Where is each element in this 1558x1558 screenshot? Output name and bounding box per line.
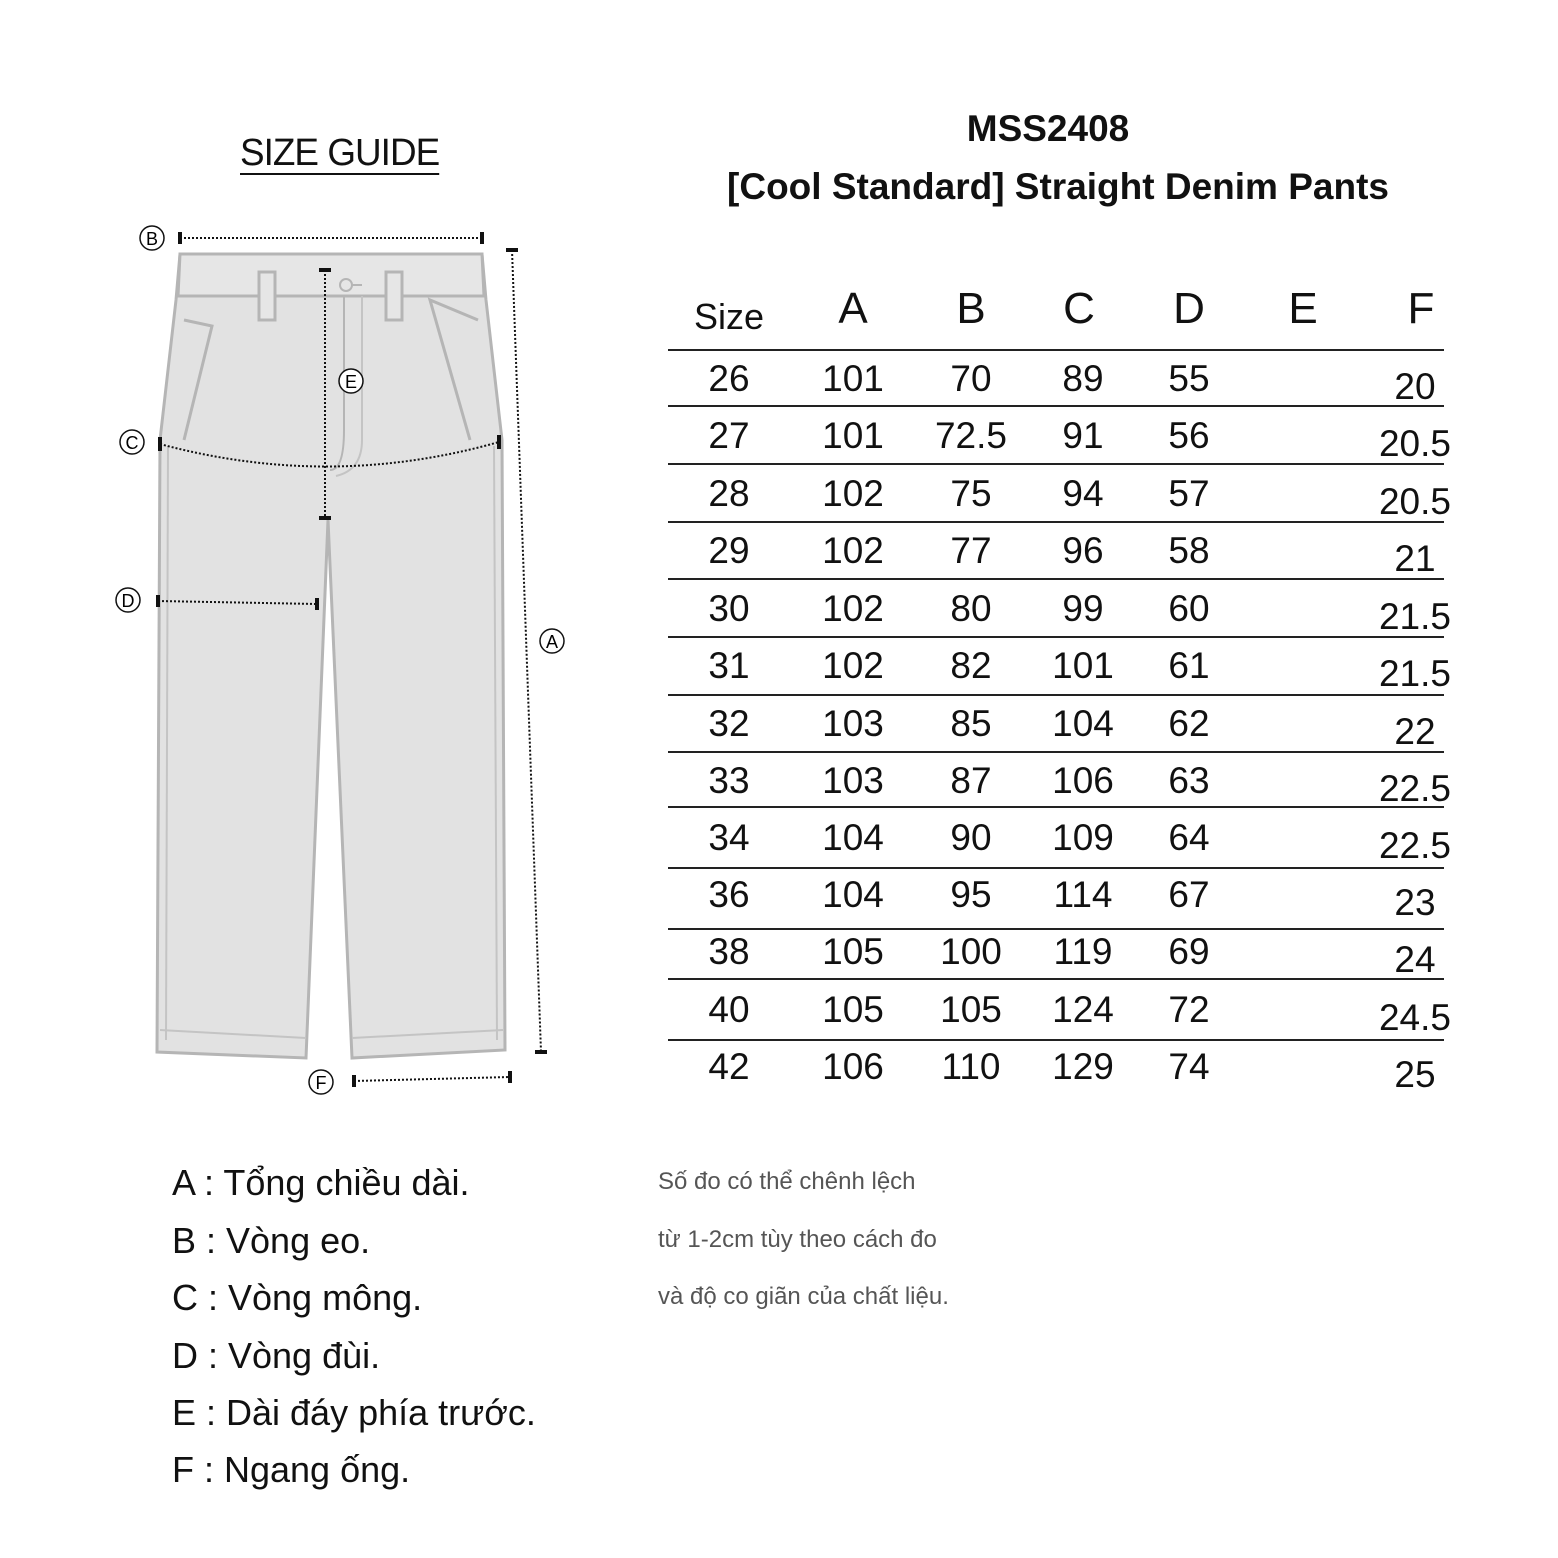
table-cell-size: 36 xyxy=(708,874,750,915)
table-cell-a: 102 xyxy=(822,530,884,571)
table-cell-c: 94 xyxy=(1062,473,1104,514)
table-cell-size: 38 xyxy=(708,931,750,972)
table-cell-a: 102 xyxy=(822,645,884,686)
table-rule xyxy=(668,928,1444,930)
marker-d xyxy=(116,588,140,612)
table-cell-size: 40 xyxy=(708,989,750,1030)
table-cell-c: 106 xyxy=(1052,760,1114,801)
table-cell-b: 80 xyxy=(950,588,992,629)
table-cell-f: 24.5 xyxy=(1378,997,1451,1038)
table-cell-a: 106 xyxy=(822,1046,884,1087)
table-cell-d: 64 xyxy=(1168,817,1210,858)
table-cell-size: 33 xyxy=(708,760,750,801)
table-cell-d: 60 xyxy=(1168,588,1210,629)
table-cell-f: 21 xyxy=(1394,538,1436,579)
col-header-e: E xyxy=(1288,284,1318,333)
table-cell-a: 101 xyxy=(822,358,884,399)
table-cell-a: 102 xyxy=(822,588,884,629)
table-cell-b: 100 xyxy=(940,931,1002,972)
table-rule xyxy=(668,521,1444,523)
table-cell-a: 105 xyxy=(822,989,884,1030)
table-cell-b: 85 xyxy=(950,703,992,744)
table-cell-d: 61 xyxy=(1168,645,1210,686)
table-cell-c: 99 xyxy=(1062,588,1104,629)
table-cell-b: 95 xyxy=(950,874,992,915)
table-cell-a: 103 xyxy=(822,703,884,744)
pants-diagram xyxy=(0,0,620,1110)
table-cell-b: 70 xyxy=(950,358,992,399)
legend-item: F : Ngang ống. xyxy=(172,1449,411,1490)
note-line: Số đo có thể chênh lệch xyxy=(658,1168,916,1195)
table-cell-c: 89 xyxy=(1062,358,1104,399)
table-rule xyxy=(668,349,1444,351)
table-cell-a: 102 xyxy=(822,473,884,514)
table-cell-f: 22.5 xyxy=(1378,825,1451,866)
table-cell-size: 34 xyxy=(708,817,750,858)
table-cell-b: 72.5 xyxy=(934,415,1007,456)
table-cell-d: 74 xyxy=(1168,1046,1210,1087)
table-cell-f: 23 xyxy=(1394,882,1436,923)
table-cell-size: 42 xyxy=(708,1046,750,1087)
table-cell-b: 75 xyxy=(950,473,992,514)
size-guide-title: SIZE GUIDE xyxy=(240,132,440,174)
table-cell-b: 90 xyxy=(950,817,992,858)
table-cell-f: 20.5 xyxy=(1378,423,1451,464)
table-cell-size: 30 xyxy=(708,588,750,629)
col-header-a: A xyxy=(838,284,868,333)
table-cell-c: 91 xyxy=(1062,415,1104,456)
table-cell-c: 104 xyxy=(1052,703,1114,744)
table-cell-f: 24 xyxy=(1394,939,1436,980)
marker-b xyxy=(140,226,164,250)
table-rule xyxy=(668,405,1444,407)
col-header-d: D xyxy=(1173,284,1205,333)
svg-text:D: D xyxy=(121,591,135,611)
table-cell-d: 55 xyxy=(1168,358,1210,399)
table-cell-size: 32 xyxy=(708,703,750,744)
table-cell-d: 58 xyxy=(1168,530,1210,571)
table-cell-a: 103 xyxy=(822,760,884,801)
col-header-c: C xyxy=(1063,284,1095,333)
table-cell-f: 25 xyxy=(1394,1054,1436,1095)
table-cell-f: 22.5 xyxy=(1378,768,1451,809)
marker-c xyxy=(120,430,144,454)
table-cell-f: 20.5 xyxy=(1378,481,1451,522)
table-cell-size: 28 xyxy=(708,473,750,514)
marker-f xyxy=(309,1070,333,1094)
table-cell-b: 82 xyxy=(950,645,992,686)
table-cell-size: 29 xyxy=(708,530,750,571)
legend-item: E : Dài đáy phía trước. xyxy=(172,1392,536,1433)
table-cell-a: 104 xyxy=(822,817,884,858)
legend-item: D : Vòng đùi. xyxy=(172,1335,381,1376)
marker-e xyxy=(339,369,363,393)
table-rule xyxy=(668,463,1444,465)
table-cell-c: 129 xyxy=(1052,1046,1114,1087)
table-rule xyxy=(668,806,1444,808)
table-cell-c: 96 xyxy=(1062,530,1104,571)
table-cell-d: 72 xyxy=(1168,989,1210,1030)
table-rule xyxy=(668,694,1444,696)
marker-a xyxy=(540,629,564,653)
table-rule xyxy=(668,978,1444,980)
table-cell-c: 101 xyxy=(1052,645,1114,686)
note-line: từ 1-2cm tùy theo cách đo xyxy=(658,1226,937,1253)
col-header-size: Size xyxy=(693,296,765,337)
svg-text:B: B xyxy=(145,229,159,249)
table-cell-c: 114 xyxy=(1053,874,1113,915)
table-cell-b: 77 xyxy=(950,530,992,571)
table-cell-size: 31 xyxy=(708,645,750,686)
table-cell-c: 124 xyxy=(1052,989,1114,1030)
table-cell-d: 56 xyxy=(1168,415,1210,456)
table-cell-d: 57 xyxy=(1168,473,1210,514)
svg-text:A: A xyxy=(545,632,559,652)
table-cell-b: 87 xyxy=(950,760,992,801)
table-cell-size: 27 xyxy=(708,415,750,456)
table-cell-d: 63 xyxy=(1168,760,1210,801)
table-cell-b: 105 xyxy=(940,989,1002,1030)
table-rule xyxy=(668,867,1444,869)
table-cell-a: 105 xyxy=(822,931,884,972)
table-cell-c: 109 xyxy=(1052,817,1114,858)
table-cell-f: 22 xyxy=(1394,711,1436,752)
product-code: MSS2408 xyxy=(966,108,1130,149)
svg-text:E: E xyxy=(344,372,358,392)
table-rule xyxy=(668,636,1444,638)
legend-item: B : Vòng eo. xyxy=(172,1220,371,1261)
table-rule xyxy=(668,578,1444,580)
legend-item: A : Tổng chiều dài. xyxy=(172,1162,470,1203)
table-cell-size: 26 xyxy=(708,358,750,399)
col-header-f: F xyxy=(1407,284,1435,333)
table-cell-d: 69 xyxy=(1168,931,1210,972)
product-name: [Cool Standard] Straight Denim Pants xyxy=(727,166,1389,207)
table-cell-d: 67 xyxy=(1168,874,1210,915)
svg-text:F: F xyxy=(315,1073,327,1093)
note-line: và độ co giãn của chất liệu. xyxy=(658,1283,949,1310)
table-cell-f: 21.5 xyxy=(1378,596,1451,637)
col-header-b: B xyxy=(956,284,986,333)
table-cell-a: 104 xyxy=(822,874,884,915)
table-cell-f: 20 xyxy=(1394,366,1436,407)
table-cell-c: 119 xyxy=(1053,931,1113,972)
table-rule xyxy=(668,751,1444,753)
table-cell-a: 101 xyxy=(822,415,884,456)
svg-text:C: C xyxy=(125,433,139,453)
table-cell-f: 21.5 xyxy=(1378,653,1451,694)
legend-item: C : Vòng mông. xyxy=(172,1277,423,1318)
table-cell-d: 62 xyxy=(1168,703,1210,744)
table-cell-b: 110 xyxy=(941,1046,1001,1087)
table-rule xyxy=(668,1039,1444,1041)
